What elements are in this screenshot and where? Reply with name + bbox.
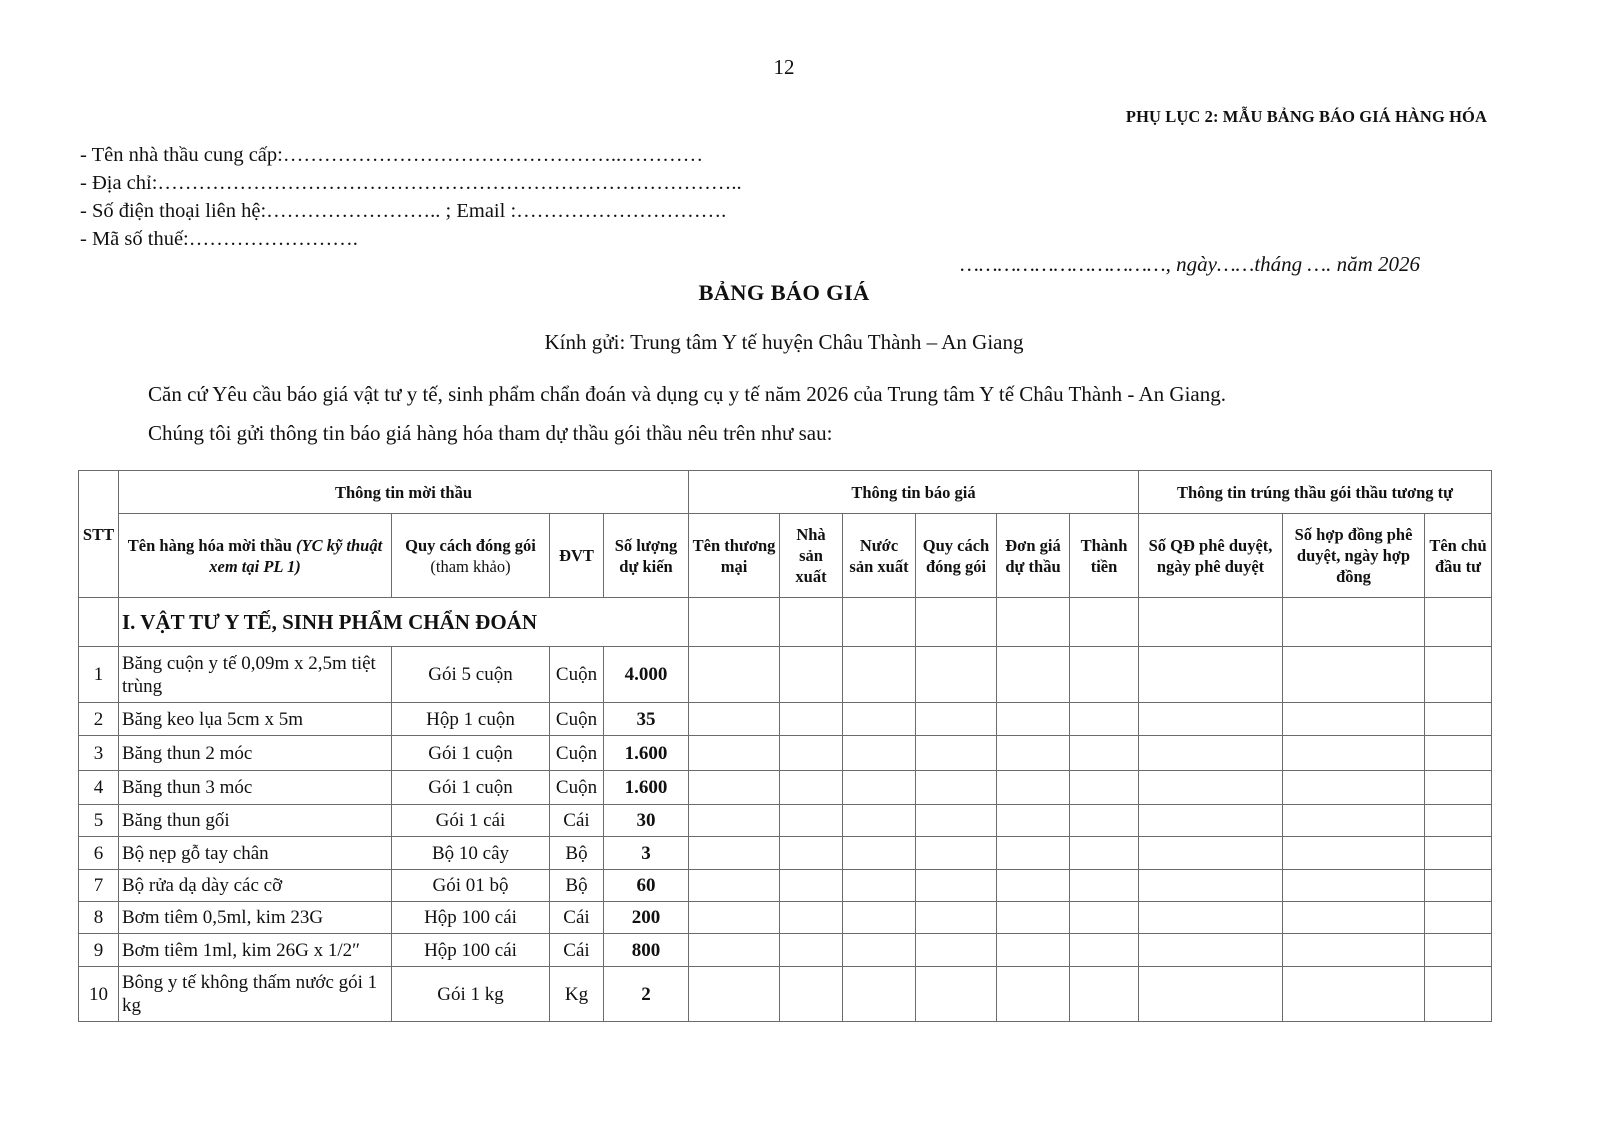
unit-price-cell[interactable] [997,771,1070,805]
row-quantity: 1.600 [604,771,689,805]
total-cell[interactable] [1070,870,1139,902]
manufacturer-cell[interactable] [780,934,843,967]
header-total: Thành tiền [1070,514,1139,598]
row-quantity: 30 [604,805,689,837]
total-cell[interactable] [1070,902,1139,934]
table-row [79,902,1492,934]
packaging-cell[interactable] [916,902,997,934]
packaging-cell[interactable] [916,736,997,771]
row-packaging: Gói 1 kg [392,967,550,1022]
table-row [79,967,1492,1022]
row-packaging: Gói 5 cuộn [392,647,550,703]
trade-name-cell[interactable] [689,771,780,805]
trade-name-cell[interactable] [689,837,780,870]
contract-no-cell[interactable] [1283,934,1425,967]
table-row [79,647,1492,703]
contract-no-cell[interactable] [1283,703,1425,736]
total-cell[interactable] [1070,934,1139,967]
header-investor: Tên chủ đầu tư [1425,514,1492,598]
unit-price-cell[interactable] [997,837,1070,870]
row-quantity: 1.600 [604,736,689,771]
row-unit: Cuộn [550,771,604,805]
row-stt: 4 [79,771,119,805]
unit-price-cell[interactable] [997,647,1070,703]
empty-cell [916,598,997,647]
total-cell[interactable] [1070,703,1139,736]
empty-cell [1070,598,1139,647]
country-cell[interactable] [843,934,916,967]
country-cell[interactable] [843,703,916,736]
header-group-invite: Thông tin mời thầu [119,471,689,514]
total-cell[interactable] [1070,647,1139,703]
section-label: I. VẬT TƯ Y TẾ, SINH PHẨM CHẨN ĐOÁN [119,598,689,647]
header-country: Nước sản xuất [843,514,916,598]
header-group-quote: Thông tin báo giá [689,471,1139,514]
manufacturer-cell[interactable] [780,703,843,736]
row-item-name: Bộ rửa dạ dày các cỡ [119,870,392,902]
table-row [79,703,1492,736]
table-row [79,805,1492,837]
empty-cell [843,598,916,647]
row-unit: Bộ [550,870,604,902]
row-packaging: Gói 01 bộ [392,870,550,902]
manufacturer-cell[interactable] [780,870,843,902]
trade-name-cell[interactable] [689,934,780,967]
country-cell[interactable] [843,805,916,837]
manufacturer-cell[interactable] [780,902,843,934]
decision-no-cell[interactable] [1139,934,1283,967]
trade-name-cell[interactable] [689,902,780,934]
unit-price-cell[interactable] [997,703,1070,736]
country-cell[interactable] [843,902,916,934]
investor-cell[interactable] [1425,703,1492,736]
row-quantity: 35 [604,703,689,736]
trade-name-cell[interactable] [689,736,780,771]
row-packaging: Gói 1 cái [392,805,550,837]
row-unit: Kg [550,967,604,1022]
row-unit: Bộ [550,837,604,870]
decision-no-cell[interactable] [1139,837,1283,870]
recipient-line: Kính gửi: Trung tâm Y tế huyện Châu Thành – An Giang [544,330,1024,354]
row-packaging: Bộ 10 cây [392,837,550,870]
table-row [79,837,1492,870]
decision-no-cell[interactable] [1139,902,1283,934]
decision-no-cell[interactable] [1139,703,1283,736]
header-manufacturer: Nhà sản xuất [780,514,843,598]
row-packaging: Hộp 1 cuộn [392,703,550,736]
row-stt: 8 [79,902,119,934]
address-line: - Địa chỉ:………………………………………………………………………….. [80,172,742,194]
manufacturer-cell[interactable] [780,967,843,1022]
row-stt: 5 [79,805,119,837]
decision-no-cell[interactable] [1139,736,1283,771]
row-stt: 6 [79,837,119,870]
total-cell[interactable] [1070,837,1139,870]
country-cell[interactable] [843,647,916,703]
packaging-cell[interactable] [916,934,997,967]
row-stt: 1 [79,647,119,703]
investor-cell[interactable] [1425,736,1492,771]
row-item-name: Bông y tế không thấm nước gói 1 kg [119,967,392,1022]
header-trade-name: Tên thương mại [689,514,780,598]
total-cell[interactable] [1070,805,1139,837]
manufacturer-cell[interactable] [780,837,843,870]
contract-no-cell[interactable] [1283,870,1425,902]
header-decision-no: Số QĐ phê duyệt, ngày phê duyệt [1139,514,1283,598]
header-packaging [392,514,550,598]
row-item-name: Bơm tiêm 0,5ml, kim 23G [119,902,392,934]
packaging-cell[interactable] [916,837,997,870]
row-quantity: 2 [604,967,689,1022]
country-cell[interactable] [843,771,916,805]
section-row [79,598,1492,647]
packaging-cell[interactable] [916,805,997,837]
header-stt: STT [79,471,119,598]
trade-name-cell[interactable] [689,870,780,902]
decision-no-cell[interactable] [1139,647,1283,703]
header-group-similar: Thông tin trúng thầu gói thầu tương tự [1139,471,1492,514]
row-item-name: Băng keo lụa 5cm x 5m [119,703,392,736]
header-item-name-note: (YC kỹ thuật xem tại PL 1) [209,535,383,576]
row-packaging: Gói 1 cuộn [392,771,550,805]
row-quantity: 60 [604,870,689,902]
header-quantity: Số lượng dự kiến [604,514,689,598]
page-number: 12 [773,55,795,79]
country-cell[interactable] [843,870,916,902]
row-quantity: 3 [604,837,689,870]
row-packaging: Hộp 100 cái [392,934,550,967]
country-cell[interactable] [843,736,916,771]
investor-cell[interactable] [1425,805,1492,837]
manufacturer-cell[interactable] [780,805,843,837]
trade-name-cell[interactable] [689,703,780,736]
date-line: ……………………………, ngày……tháng …. năm 2026 [960,252,1420,276]
row-stt: 7 [79,870,119,902]
packaging-cell[interactable] [916,967,997,1022]
row-stt: 10 [79,967,119,1022]
packaging-cell[interactable] [916,703,997,736]
contract-no-cell[interactable] [1283,771,1425,805]
table-row [79,934,1492,967]
row-unit: Cái [550,902,604,934]
row-item-name: Băng thun gối [119,805,392,837]
tax-code-line: - Mã số thuế:……………………. [80,228,358,250]
empty-cell [689,598,780,647]
contract-no-cell[interactable] [1283,967,1425,1022]
investor-cell[interactable] [1425,902,1492,934]
row-item-name: Bơm tiêm 1ml, kim 26G x 1/2″ [119,934,392,967]
empty-cell [1425,598,1492,647]
table-row [79,771,1492,805]
document-title: BẢNG BÁO GIÁ [698,280,870,305]
row-unit: Cái [550,934,604,967]
row-stt: 9 [79,934,119,967]
investor-cell[interactable] [1425,837,1492,870]
manufacturer-cell[interactable] [780,736,843,771]
row-unit: Cuộn [550,703,604,736]
country-cell[interactable] [843,967,916,1022]
investor-cell[interactable] [1425,934,1492,967]
table-row [79,736,1492,771]
row-packaging: Hộp 100 cái [392,902,550,934]
section-stt-cell [79,598,119,647]
total-cell[interactable] [1070,967,1139,1022]
decision-no-cell[interactable] [1139,771,1283,805]
contract-no-cell[interactable] [1283,902,1425,934]
unit-price-cell[interactable] [997,967,1070,1022]
investor-cell[interactable] [1425,647,1492,703]
decision-no-cell[interactable] [1139,805,1283,837]
row-unit: Cái [550,805,604,837]
header-contract-no: Số hợp đồng phê duyệt, ngày hợp đồng [1283,514,1425,598]
basis-paragraph: Căn cứ Yêu cầu báo giá vật tư y tế, sinh phẩm chẩn đoán và dụng cụ y tế năm 2026 của Trung tâm Y tế Châu Thành - An Giang. [148,382,1226,406]
investor-cell[interactable] [1425,967,1492,1022]
row-quantity: 4.000 [604,647,689,703]
row-stt: 3 [79,736,119,771]
row-item-name: Băng thun 2 móc [119,736,392,771]
unit-price-cell[interactable] [997,736,1070,771]
table-row [79,870,1492,902]
row-item-name: Băng cuộn y tế 0,09m x 2,5m tiệt trùng [119,647,392,703]
contract-no-cell[interactable] [1283,647,1425,703]
row-unit: Cuộn [550,736,604,771]
country-cell[interactable] [843,837,916,870]
manufacturer-cell[interactable] [780,647,843,703]
intro-paragraph: Chúng tôi gửi thông tin báo giá hàng hóa tham dự thầu gói thầu nêu trên như sau: [148,421,833,445]
packaging-cell[interactable] [916,870,997,902]
quotation-table [78,470,1492,1022]
investor-cell[interactable] [1425,771,1492,805]
header-packaging-main: Quy cách đóng gói [405,535,536,555]
contract-no-cell[interactable] [1283,805,1425,837]
total-cell[interactable] [1070,771,1139,805]
investor-cell[interactable] [1425,870,1492,902]
header-unit-price: Đơn giá dự thầu [997,514,1070,598]
contract-no-cell[interactable] [1283,837,1425,870]
header-item-name-main: Tên hàng hóa mời thầu [127,535,297,555]
header-packaging-note: (tham khảo) [430,556,511,576]
row-packaging: Gói 1 cuộn [392,736,550,771]
empty-cell [780,598,843,647]
empty-cell [1139,598,1283,647]
trade-name-cell[interactable] [689,967,780,1022]
row-quantity: 200 [604,902,689,934]
row-quantity: 800 [604,934,689,967]
total-cell[interactable] [1070,736,1139,771]
header-quote-packaging: Quy cách đóng gói [916,514,997,598]
header-unit: ĐVT [550,514,604,598]
packaging-cell[interactable] [916,771,997,805]
unit-price-cell[interactable] [997,902,1070,934]
row-item-name: Băng thun 3 móc [119,771,392,805]
contract-no-cell[interactable] [1283,736,1425,771]
empty-cell [997,598,1070,647]
row-item-name: Bộ nẹp gỗ tay chân [119,837,392,870]
trade-name-cell[interactable] [689,647,780,703]
packaging-cell[interactable] [916,647,997,703]
appendix-title: PHỤ LỤC 2: MẪU BẢNG BÁO GIÁ HÀNG HÓA [1125,107,1487,126]
trade-name-cell[interactable] [689,805,780,837]
unit-price-cell[interactable] [997,870,1070,902]
supplier-name-line: - Tên nhà thầu cung cấp:…………………………………………..………… [80,144,704,166]
manufacturer-cell[interactable] [780,771,843,805]
empty-cell [1283,598,1425,647]
decision-no-cell[interactable] [1139,967,1283,1022]
row-stt: 2 [79,703,119,736]
header-item-name [119,514,392,598]
decision-no-cell[interactable] [1139,870,1283,902]
row-unit: Cuộn [550,647,604,703]
unit-price-cell[interactable] [997,934,1070,967]
unit-price-cell[interactable] [997,805,1070,837]
phone-email-line: - Số điện thoại liên hệ:…………………….. ; Email :…………………………. [80,200,727,222]
